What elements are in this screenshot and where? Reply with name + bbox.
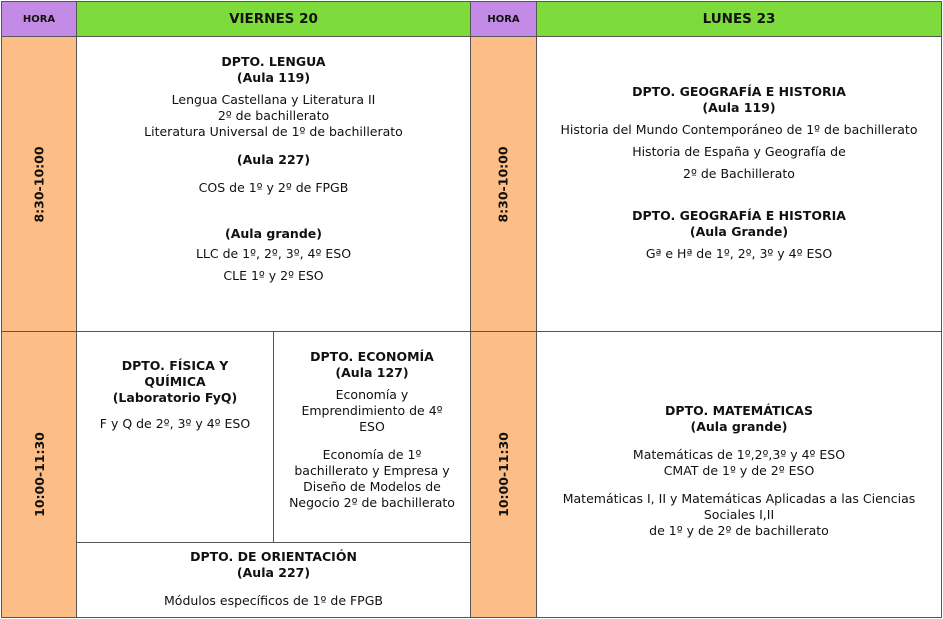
header-hora-right-label: HORA [487,13,520,25]
mates-dept: DPTO. MATEMÁTICAS [665,403,813,418]
geo2-aula: (Aula Grande) [689,224,789,239]
economia-line-7: Negocio 2º de bachillerato [289,495,455,510]
geo1-aula: (Aula 119) [702,100,776,115]
orientacion-dept: DPTO. DE ORIENTACIÓN [190,549,357,564]
mates-line-3: Matemáticas I, II y Matemáticas Aplicadas a las Ciencias [562,491,916,506]
time-slot-1-right-label: 8:30-10:00 [496,145,512,223]
header-hora-right [470,1,537,37]
header-day-monday [536,1,942,37]
fisica-dept-line-1: DPTO. FÍSICA Y [121,358,229,373]
time-slot-1-left-label: 8:30-10:00 [31,145,47,223]
friday-orientacion-cell [76,542,471,618]
geo2-line-1: Gª e Hª de 1º, 2º, 3º y 4º ESO [645,246,833,261]
economia-line-6: Diseño de Modelos de [303,479,441,494]
header-day-friday-label: VIERNES 20 [229,11,318,27]
lengua-line-4: COS de 1º y 2º de FPGB [198,180,349,195]
header-day-friday [76,1,471,37]
economia-line-4: Economía de 1º [322,447,422,462]
time-slot-2-right-label: 10:00-11:30 [496,432,512,517]
lengua-aula-227: (Aula 227) [236,152,311,167]
lengua-line-5: LLC de 1º, 2º, 3º, 4º ESO [195,246,352,261]
mates-line-5: de 1º y de 2º de bachillerato [649,523,829,538]
lengua-aula-119: (Aula 119) [236,70,311,85]
lengua-line-1: Lengua Castellana y Literatura II [171,92,376,107]
time-slot-1-left [1,36,77,332]
geo1-line-2: Historia de España y Geografía de [632,144,846,159]
economia-line-1: Economía y [335,387,409,402]
geo1-line-3: 2º de Bachillerato [683,166,795,181]
mates-aula: (Aula grande) [690,419,788,434]
lengua-line-3: Literatura Universal de 1º de bachillerato [144,124,403,139]
economia-line-5: bachillerato y Empresa y [294,463,450,478]
lengua-line-6: CLE 1º y 2º ESO [223,268,324,283]
header-hora-left [1,1,77,37]
friday-economia-cell [273,331,471,543]
lengua-dept: DPTO. LENGUA [221,54,326,69]
geo2-dept: DPTO. GEOGRAFÍA E HISTORIA [632,208,846,223]
economia-aula: (Aula 127) [335,365,409,380]
economia-line-3: ESO [359,419,385,434]
lengua-aula-grande: (Aula grande) [225,226,322,241]
time-slot-2-left [1,331,77,618]
mates-line-4: Sociales I,II [703,507,775,522]
mates-line-2: CMAT de 1º y de 2º ESO [663,463,815,478]
orientacion-aula: (Aula 227) [236,565,311,580]
geo1-dept: DPTO. GEOGRAFÍA E HISTORIA [632,84,846,99]
friday-fisica-cell [76,331,274,543]
fisica-line-1: F y Q de 2º, 3º y 4º ESO [99,416,251,431]
monday-geografia-cell [536,36,942,332]
time-slot-1-right [470,36,537,332]
time-slot-2-left-label: 10:00-11:30 [31,432,47,517]
mates-line-1: Matemáticas de 1º,2º,3º y 4º ESO [632,447,846,462]
economia-dept: DPTO. ECONOMÍA [310,349,434,364]
orientacion-line-1: Módulos específicos de 1º de FPGB [164,593,383,608]
header-day-monday-label: LUNES 23 [702,11,776,27]
header-hora-left-label: HORA [22,13,56,25]
fisica-dept-line-2: QUÍMICA [144,374,206,389]
fisica-aula: (Laboratorio FyQ) [112,390,238,405]
monday-matematicas-cell [536,331,942,618]
lengua-line-2: 2º de bachillerato [217,108,330,123]
geo1-line-1: Historia del Mundo Contemporáneo de 1º de bachillerato [560,122,918,137]
economia-line-2: Emprendimiento de 4º [301,403,443,418]
time-slot-2-right [470,331,537,618]
friday-lengua-cell [76,36,471,332]
